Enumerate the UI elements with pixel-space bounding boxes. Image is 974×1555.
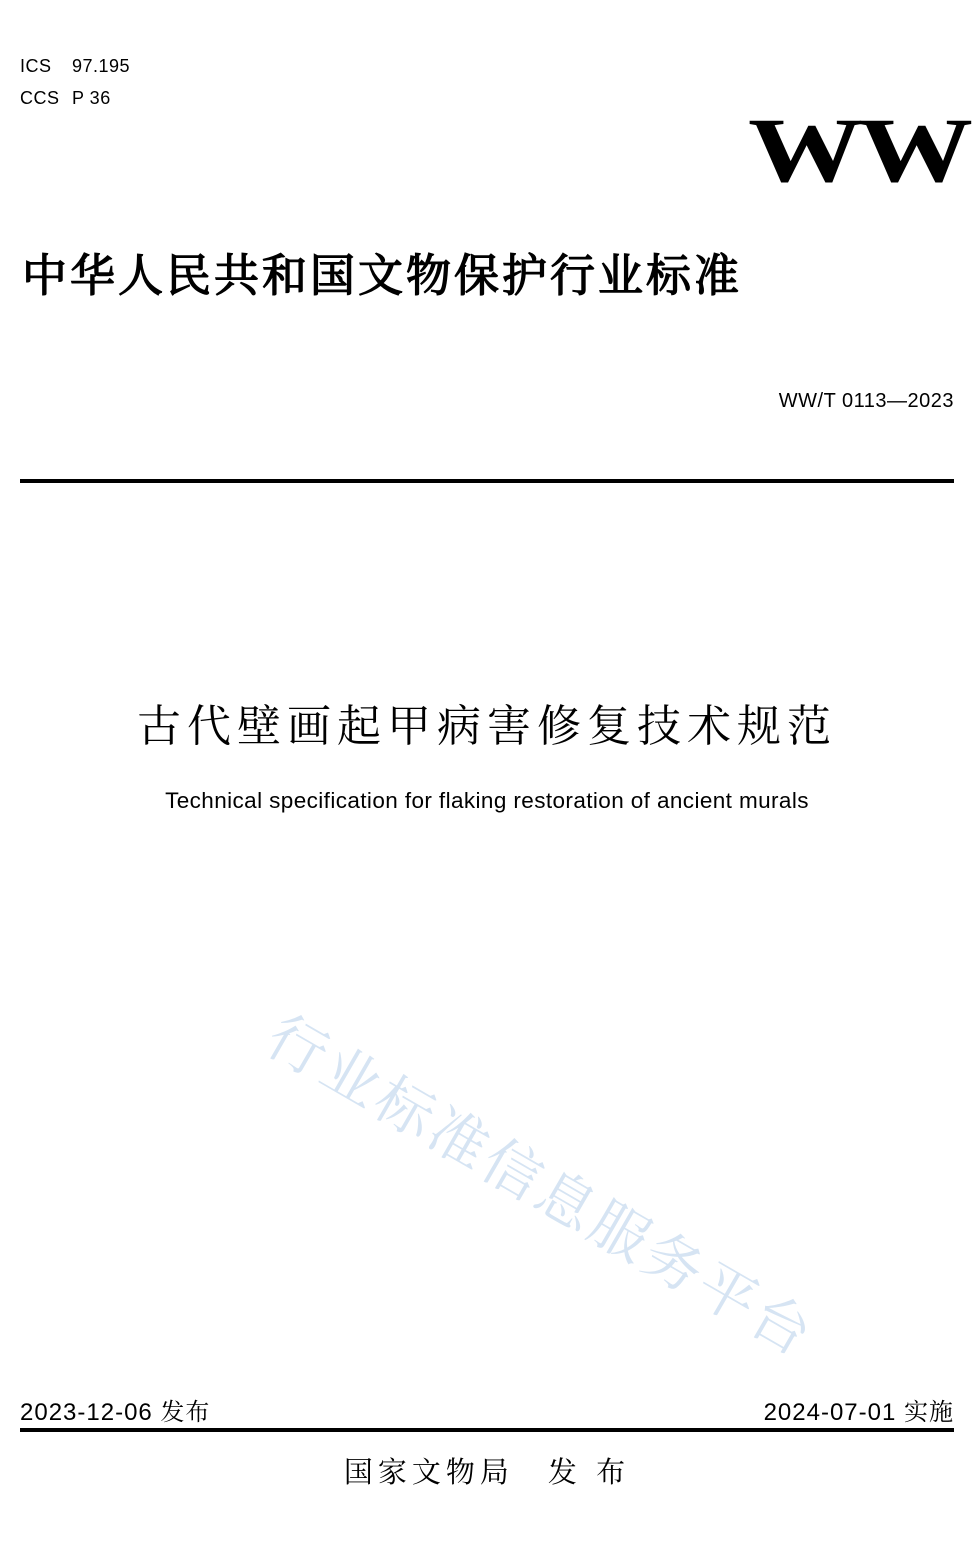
ics-value: 97.195 xyxy=(72,56,131,76)
ics-row xyxy=(20,50,130,82)
standard-number: WW/T 0113—2023 xyxy=(778,390,954,412)
ics-label: ICS xyxy=(20,56,52,76)
issuing-authority: 国家文物局 发 布 xyxy=(343,1455,631,1489)
bottom-divider xyxy=(20,1428,954,1432)
ccs-row xyxy=(20,82,130,114)
implement-date: 2024-07-01 实施 xyxy=(763,1399,954,1426)
ccs-label: CCS xyxy=(20,88,60,108)
standard-mark-logo: WW xyxy=(748,99,968,201)
classification-codes xyxy=(20,50,130,114)
document-title-english: Technical specification for flaking restoration of ancient murals xyxy=(165,788,809,813)
ccs-value: P 36 xyxy=(72,88,111,108)
top-divider xyxy=(20,479,954,483)
publish-date: 2023-12-06 发布 xyxy=(20,1399,211,1426)
document-title-chinese: 古代壁画起甲病害修复技术规范 xyxy=(137,701,837,752)
watermark: 行业标准信息服务平台 xyxy=(255,1001,827,1371)
standard-class-heading: 中华人民共和国文物保护行业标准 xyxy=(22,249,743,302)
